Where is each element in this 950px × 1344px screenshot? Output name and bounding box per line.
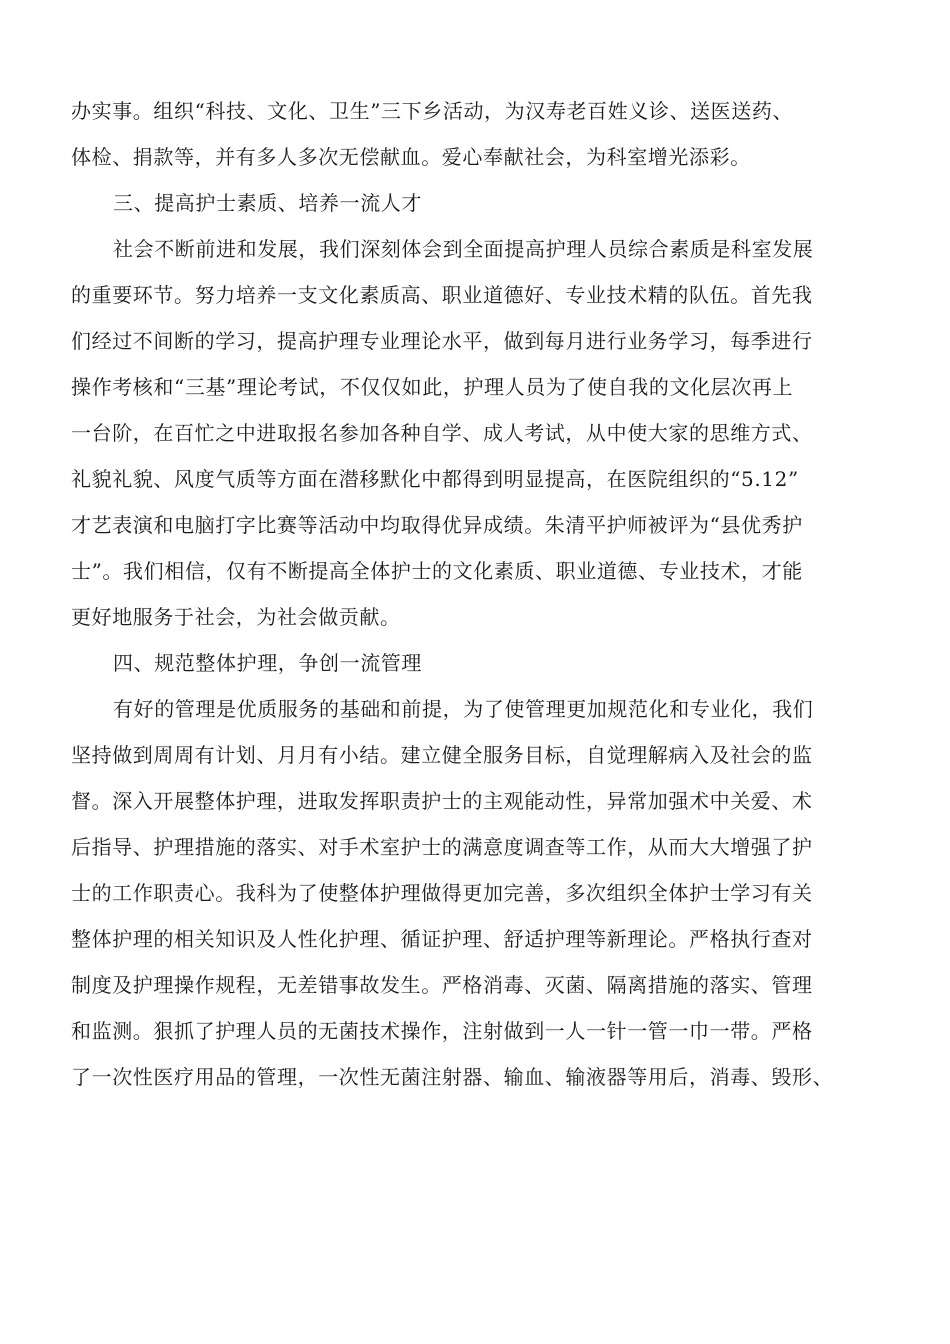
text-line: 坚持做到周周有计划、月月有小结。建立健全服务目标，自觉理解病入及社会的监	[71, 743, 813, 767]
text-line: 们经过不间断的学习，提高护理专业理论水平，做到每月进行业务学习，每季进行	[71, 329, 813, 353]
paragraph-start: 社会不断前进和发展，我们深刻体会到全面提高护理人员综合素质是科室发展	[113, 237, 814, 261]
text-line: 士的工作职责心。我科为了使整体护理做得更加完善，多次组织全体护士学习有关	[71, 881, 813, 905]
section-heading-4: 四、规范整体护理，争创一流管理	[113, 651, 422, 675]
text-line: 士”。我们相信，仅有不断提高全体护士的文化素质、职业道德、专业技术，才能	[71, 559, 803, 583]
text-line: 办实事。组织“科技、文化、卫生”三下乡活动，为汉寿老百姓义诊、送医送药、	[71, 99, 794, 123]
text-line: 督。深入开展整体护理，进取发挥职责护士的主观能动性，异常加强术中关爱、术	[71, 789, 813, 813]
text-line: 礼貌礼貌、风度气质等方面在潜移默化中都得到明显提高，在医院组织的“5.12”	[71, 467, 799, 491]
text-line: 整体护理的相关知识及人性化护理、循证护理、舒适护理等新理论。严格执行查对	[71, 927, 813, 951]
text-line: 一台阶，在百忙之中进取报名参加各种自学、成人考试，从中使大家的思维方式、	[71, 421, 813, 445]
text-line: 后指导、护理措施的落实、对手术室护士的满意度调查等工作，从而大大增强了护	[71, 835, 813, 859]
text-line: 了一次性医疗用品的管理，一次性无菌注射器、输血、输液器等用后，消毒、毁形、	[71, 1065, 834, 1089]
text-line: 的重要环节。努力培养一支文化素质高、职业道德好、专业技术精的队伍。首先我	[71, 283, 813, 307]
text-line: 制度及护理操作规程，无差错事故发生。严格消毒、灭菌、隔离措施的落实、管理	[71, 973, 813, 997]
text-line: 和监测。狠抓了护理人员的无菌技术操作，注射做到一人一针一管一巾一带。严格	[71, 1019, 813, 1043]
text-line: 才艺表演和电脑打字比赛等活动中均取得优异成绩。朱清平护师被评为“县优秀护	[71, 513, 803, 537]
text-line: 体检、捐款等，并有多人多次无偿献血。爱心奉献社会，为科室增光添彩。	[71, 145, 751, 169]
text-line: 操作考核和“三基”理论考试，不仅仅如此，护理人员为了使自我的文化层次再上	[71, 375, 794, 399]
section-heading-3: 三、提高护士素质、培养一流人才	[113, 191, 422, 215]
text-line: 更好地服务于社会，为社会做贡献。	[71, 605, 401, 629]
paragraph-start: 有好的管理是优质服务的基础和前提，为了使管理更加规范化和专业化，我们	[113, 697, 814, 721]
document-body	[71, 88, 883, 1100]
